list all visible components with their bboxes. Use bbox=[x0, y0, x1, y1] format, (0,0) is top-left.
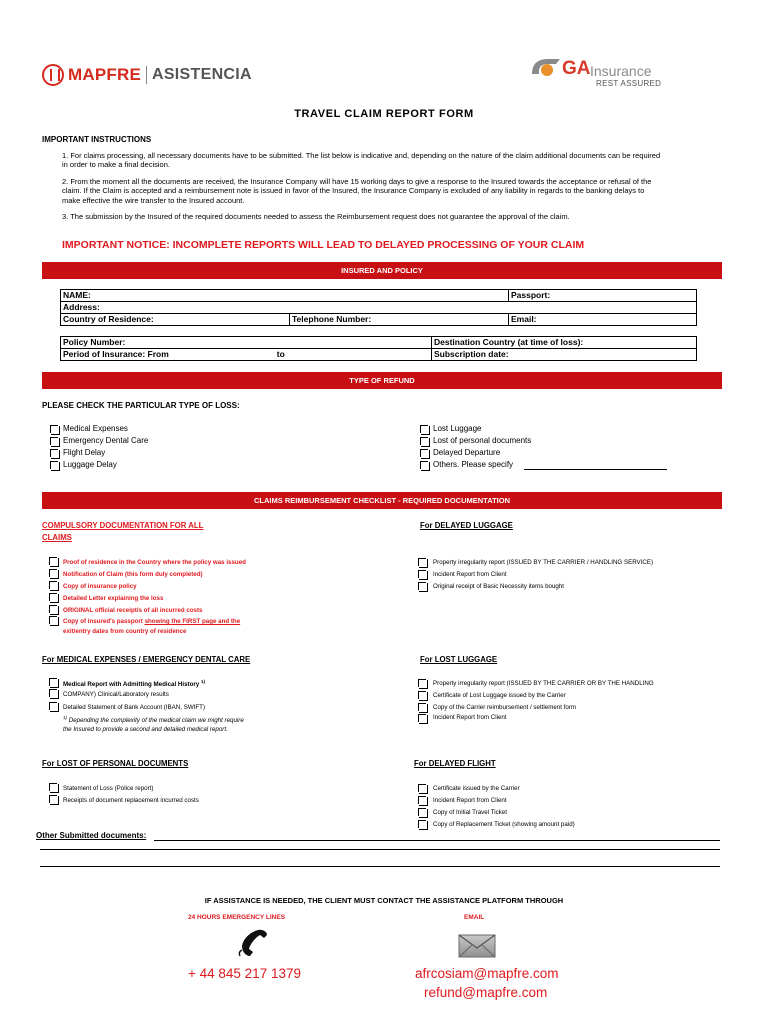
checkbox-emergency-dental[interactable] bbox=[50, 437, 58, 445]
delayed-flight-item: Copy of Initial Travel Ticket bbox=[433, 809, 507, 816]
compulsory-item: Copy of insurance policy bbox=[63, 583, 137, 590]
period-field[interactable] bbox=[61, 349, 432, 361]
delayed-flight-item: Certificate issued by the Carrier bbox=[433, 785, 520, 792]
compulsory-heading: COMPULSORY DOCUMENTATION FOR ALL bbox=[42, 521, 204, 530]
contact-heading: IF ASSISTANCE IS NEEDED, THE CLIENT MUST CONTACT THE ASSISTANCE PLATFORM THROUGH bbox=[204, 896, 564, 905]
refund-prompt: PLEASE CHECK THE PARTICULAR TYPE OF LOSS: bbox=[42, 401, 240, 410]
checkbox-statement-loss[interactable] bbox=[49, 783, 57, 791]
other-docs-line-2[interactable] bbox=[40, 849, 720, 850]
medical-item: COMPANY) Clinical/Laboratory results bbox=[63, 691, 169, 698]
checkbox-ll-reimbursement[interactable] bbox=[418, 703, 426, 711]
email-link-refund[interactable]: refund@mapfre.com bbox=[424, 985, 548, 1000]
checkbox-proof-residence[interactable] bbox=[49, 557, 57, 565]
refund-option-label: Lost Luggage bbox=[433, 424, 482, 433]
email-field[interactable]: Email: bbox=[509, 314, 697, 326]
checkbox-passport-copy[interactable] bbox=[49, 616, 57, 624]
policy-number-field[interactable]: Policy Number: bbox=[61, 337, 432, 349]
compulsory-item: Proof of residence in the Country where the policy was issued bbox=[63, 559, 246, 566]
logo-separator bbox=[146, 66, 147, 84]
delayed-flight-item: Incident Report from Client bbox=[433, 797, 507, 804]
compulsory-item: ORIGINAL official receipt/s of all incurred costs bbox=[63, 607, 203, 614]
refund-option-label: Medical Expenses bbox=[63, 424, 128, 433]
checkbox-bank-statement[interactable] bbox=[49, 702, 57, 710]
medical-item-text: Medical Report with Admitting Medical History bbox=[63, 681, 201, 689]
checkbox-df-certificate[interactable] bbox=[418, 784, 426, 792]
footnote-marker: 1) bbox=[200, 679, 205, 684]
destination-field[interactable]: Destination Country (at time of loss): bbox=[432, 337, 697, 349]
medical-item bbox=[63, 679, 205, 688]
compulsory-item-passport bbox=[63, 618, 240, 625]
checkbox-replacement-receipts[interactable] bbox=[49, 795, 57, 803]
refund-option-label: Flight Delay bbox=[63, 448, 106, 457]
ga-letters: GA bbox=[562, 58, 591, 79]
instructions-heading: IMPORTANT INSTRUCTIONS bbox=[42, 135, 152, 144]
lost-luggage-heading: For LOST LUGGAGE bbox=[420, 655, 498, 664]
checkbox-luggage-delay[interactable] bbox=[50, 461, 58, 469]
footnote-marker: 1) bbox=[63, 715, 68, 720]
footnote-text: Depending the complexity of the medical claim we might require bbox=[67, 717, 244, 725]
delayed-luggage-heading: For DELAYED LUGGAGE bbox=[420, 521, 513, 530]
lost-luggage-item: Certificate of Lost Luggage issued by the Carrier bbox=[433, 692, 566, 699]
emergency-phone-link[interactable]: + 44 845 217 1379 bbox=[188, 966, 301, 981]
personal-docs-heading: For LOST OF PERSONAL DOCUMENTS bbox=[42, 759, 189, 768]
passport-text-underlined: showing the FIRST page and the bbox=[144, 618, 241, 625]
ga-emblem-icon bbox=[530, 56, 564, 78]
checkbox-dl-incident[interactable] bbox=[418, 570, 426, 578]
country-field[interactable]: Country of Residence: bbox=[61, 314, 290, 326]
compulsory-heading-cont: CLAIMS bbox=[42, 533, 72, 542]
subscription-field[interactable]: Subscription date: bbox=[432, 349, 697, 361]
tagline: REST ASSURED bbox=[596, 79, 662, 88]
email-label: EMAIL bbox=[464, 914, 485, 921]
insurance-word: Insurance bbox=[590, 63, 652, 79]
period-from-label: Period of Insurance: From bbox=[63, 349, 169, 359]
passport-field[interactable]: Passport: bbox=[509, 290, 697, 302]
passport-text: Copy of insured's passport bbox=[63, 618, 145, 625]
section-bar-checklist: CLAIMS REIMBURSEMENT CHECKLIST - REQUIRED DOCUMENTATION bbox=[42, 492, 722, 509]
name-field[interactable]: NAME: bbox=[61, 290, 509, 302]
mapfre-wordmark: MAPFRE bbox=[68, 65, 141, 84]
checkbox-flight-delay[interactable] bbox=[50, 449, 58, 457]
form-title: TRAVEL CLAIM REPORT FORM bbox=[294, 108, 474, 120]
instruction-1: 1. For claims processing, all necessary documents have to be submitted. The list below is indicative and, depending on the nature of the claim additional documents can be required in order to make a final decision. bbox=[62, 151, 661, 170]
medical-footnote bbox=[63, 715, 244, 724]
refund-option-label: Luggage Delay bbox=[63, 460, 117, 469]
delayed-flight-heading: For DELAYED FLIGHT bbox=[414, 759, 496, 768]
checkbox-original-receipts[interactable] bbox=[49, 605, 57, 613]
compulsory-item: Detailed Letter explaining the loss bbox=[63, 595, 164, 602]
lost-luggage-item: Property irregularity report (ISSUED BY THE CARRIER OR BY THE HANDLING bbox=[433, 680, 654, 687]
emergency-lines-label: 24 HOURS EMERGENCY LINES bbox=[188, 914, 286, 921]
checkbox-ll-property-report[interactable] bbox=[418, 679, 426, 687]
checkbox-detailed-letter[interactable] bbox=[49, 593, 57, 601]
checkbox-delayed-departure[interactable] bbox=[420, 449, 428, 457]
checkbox-lost-documents[interactable] bbox=[420, 437, 428, 445]
email-link-afrcosiam[interactable]: afrcosiam@mapfre.com bbox=[415, 966, 559, 981]
others-specify-line[interactable] bbox=[524, 469, 667, 470]
compulsory-item: Notification of Claim (this form duly completed) bbox=[63, 571, 203, 578]
lost-luggage-item: Incident Report from Client bbox=[433, 714, 507, 721]
mapfre-logo bbox=[42, 64, 252, 86]
checkbox-df-initial-ticket[interactable] bbox=[418, 808, 426, 816]
address-field[interactable]: Address: bbox=[61, 302, 697, 314]
checkbox-ll-incident[interactable] bbox=[418, 714, 426, 722]
refund-option-label: Others. Please specify bbox=[433, 460, 514, 469]
other-docs-label: Other Submitted documents: bbox=[36, 831, 147, 840]
medical-item: Detailed Statement of Bank Account (IBAN, SWIFT) bbox=[63, 704, 206, 711]
personal-docs-item: Statement of Loss (Police report) bbox=[63, 785, 154, 792]
checkbox-ll-certificate[interactable] bbox=[418, 691, 426, 699]
checkbox-medical-report[interactable] bbox=[49, 678, 57, 686]
period-to-label: to bbox=[276, 349, 285, 359]
compulsory-item-passport-cont: exit/entry dates from country of residence bbox=[63, 628, 187, 635]
other-docs-line-1[interactable] bbox=[154, 840, 720, 841]
medical-footnote-cont: the Insured to provide a second and detailed medical report. bbox=[63, 726, 228, 733]
asistencia-wordmark: ASISTENCIA bbox=[151, 66, 252, 83]
other-docs-line-3[interactable] bbox=[40, 866, 720, 867]
delayed-luggage-item: Incident Report from Client bbox=[433, 571, 507, 578]
checkbox-df-incident[interactable] bbox=[418, 796, 426, 804]
refund-option-label: Lost of personal documents bbox=[433, 436, 532, 445]
delayed-luggage-item: Original receipt of Basic Necessity items bought bbox=[433, 583, 565, 590]
checkbox-lost-luggage[interactable] bbox=[420, 425, 428, 433]
section-bar-insured: INSURED AND POLICY bbox=[42, 262, 722, 279]
instruction-3: 3. The submission by the Insured of the required documents needed to assess the Reimbursement request does not guarantee the approval of the claim. bbox=[62, 212, 570, 221]
checkbox-dl-property-report[interactable] bbox=[418, 558, 426, 566]
telephone-field[interactable]: Telephone Number: bbox=[290, 314, 509, 326]
telephone-icon bbox=[236, 928, 270, 960]
delayed-flight-item: Copy of Replacement Ticket (showing amount paid) bbox=[433, 821, 575, 828]
section-bar-refund: TYPE OF REFUND bbox=[42, 372, 722, 389]
mapfre-emblem-icon bbox=[42, 64, 64, 86]
delayed-luggage-item: Property irregularity report (ISSUED BY THE CARRIER / HANDLING SERVICE) bbox=[433, 559, 654, 566]
checkbox-clinical-results[interactable] bbox=[49, 689, 57, 697]
envelope-icon bbox=[458, 934, 496, 958]
lost-luggage-item: Copy of the Carrier reimbursement / settlement form bbox=[433, 704, 577, 711]
insured-table bbox=[60, 289, 697, 326]
personal-docs-item: Receipts of document replacement incurred costs bbox=[63, 797, 199, 804]
checkbox-others[interactable] bbox=[420, 461, 428, 469]
checkbox-df-replacement-ticket[interactable] bbox=[418, 820, 426, 828]
instruction-2: 2. From the moment all the documents are received, the Insurance Company will have 15 working days to give a response to the Insured towards the acceptance or refusal of the claim. If the Claim is accepted and a reimbursement note is issued in favor of the Insured, the Insurance Company is excluded of any liability in regards to the banking delays to make effective the wire transfer to the Insured account. bbox=[62, 177, 652, 205]
ga-insurance-logo bbox=[530, 54, 670, 90]
medical-heading: For MEDICAL EXPENSES / EMERGENCY DENTAL CARE bbox=[42, 655, 251, 664]
refund-option-label: Delayed Departure bbox=[433, 448, 501, 457]
checkbox-insurance-policy[interactable] bbox=[49, 581, 57, 589]
refund-option-label: Emergency Dental Care bbox=[63, 436, 149, 445]
checkbox-medical-expenses[interactable] bbox=[50, 425, 58, 433]
checkbox-notification[interactable] bbox=[49, 569, 57, 577]
policy-table bbox=[60, 336, 697, 361]
important-notice: IMPORTANT NOTICE: INCOMPLETE REPORTS WILL LEAD TO DELAYED PROCESSING OF YOUR CLAIM bbox=[62, 239, 585, 251]
checkbox-dl-receipts[interactable] bbox=[418, 582, 426, 590]
